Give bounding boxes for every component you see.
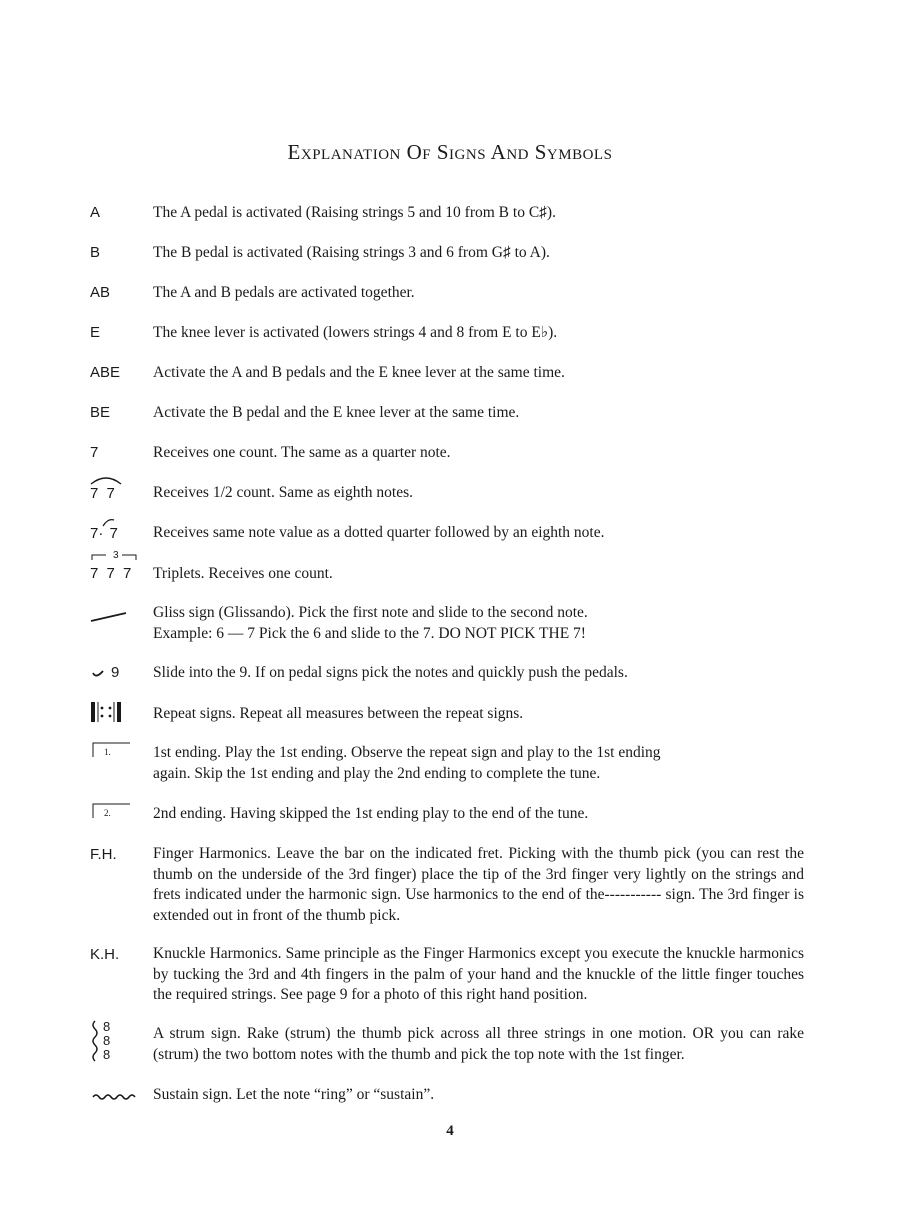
- strum-wavy-icon: [90, 1020, 100, 1064]
- desc-finger-harmonics: Finger Harmonics. Leave the bar on the indicated fret. Picking with the thumb pick (you can rest the thumb on the underside of the 3rd finger) place the tip of the 3rd finger very lightly on the strings and frets indicated under the harmonic sign. Use harmonics to the end of the----------- sign. The 3rd finger is extended out in front of the thumb pick.: [153, 845, 804, 924]
- desc-abe: Activate the A and B pedals and the E knee lever at the same time.: [153, 364, 565, 381]
- symbol-abe: ABE: [90, 364, 121, 381]
- desc-knuckle-harmonics: Knuckle Harmonics. Same principle as the Finger Harmonics except you execute the knuckle harmonics by tucking the 3rd and 4th fingers in the palm of your hand and the knuckle of the little finger touches the required strings. See page 9 for a photo of this right hand position.: [153, 945, 804, 1003]
- symbol-finger-harmonics: F.H.: [90, 846, 117, 863]
- gliss-line-icon: [90, 610, 130, 624]
- symbol-eighth-notes: 7 7: [90, 485, 115, 502]
- symbol-a-pedal: A: [90, 204, 101, 221]
- desc-ab-pedals: The A and B pedals are activated together.: [153, 284, 415, 301]
- desc-first-ending-cont: again. Skip the 1st ending and play the 2nd ending to complete the tune.: [153, 765, 601, 782]
- desc-a-pedal: The A pedal is activated (Raising strings 5 and 10 from B to C♯).: [153, 204, 556, 221]
- desc-dotted-quarter: Receives same note value as a dotted quarter followed by an eighth note.: [153, 524, 605, 541]
- desc-be: Activate the B pedal and the E knee lever at the same time.: [153, 404, 520, 421]
- desc-gliss-example: Example: 6 — 7 Pick the 6 and slide to the 7. DO NOT PICK THE 7!: [153, 625, 586, 642]
- page-title: Explanation Of Signs And Symbols: [287, 140, 613, 164]
- desc-first-ending: 1st ending. Play the 1st ending. Observe the repeat sign and play to the 1st ending: [153, 744, 661, 761]
- desc-repeat: Repeat signs. Repeat all measures between the repeat signs.: [153, 705, 524, 722]
- repeat-signs-icon: [90, 701, 124, 723]
- desc-slide-into: Slide into the 9. If on pedal signs pick the notes and quickly push the pedals.: [153, 664, 628, 681]
- desc-triplets: Triplets. Receives one count.: [153, 565, 333, 582]
- symbol-e-lever: E: [90, 324, 101, 341]
- desc-sustain: Sustain sign. Let the note “ring” or “sustain”.: [153, 1086, 435, 1103]
- symbol-knuckle-harmonics: K.H.: [90, 946, 120, 963]
- second-ending-bracket-icon: [92, 803, 132, 819]
- desc-strum: A strum sign. Rake (strum) the thumb pick across all three strings in one motion. OR you can rake (strum) the two bottom notes with the thumb and pick the top note with the 1st finger.: [153, 1025, 804, 1063]
- symbol-triplets: 7 7 7: [90, 565, 132, 582]
- sustain-wavy-icon: [92, 1092, 136, 1102]
- symbol-b-pedal: B: [90, 244, 101, 261]
- first-ending-bracket-icon: [92, 742, 132, 758]
- desc-b-pedal: The B pedal is activated (Raising strings 3 and 6 from G♯ to A).: [153, 244, 550, 261]
- second-ending-label: 2.: [104, 808, 111, 818]
- symbol-ab-pedals: AB: [90, 284, 111, 301]
- first-ending-label: 1.: [104, 747, 111, 757]
- symbol-be: BE: [90, 404, 111, 421]
- desc-gliss: Gliss sign (Glissando). Pick the first note and slide to the second note.: [153, 604, 588, 621]
- slide-into-icon: [92, 668, 106, 680]
- symbol-slide-into: 9: [111, 664, 120, 681]
- symbol-strum-notes: 8 8 8: [103, 1019, 111, 1062]
- desc-second-ending: 2nd ending. Having skipped the 1st ending play to the end of the tune.: [153, 805, 589, 822]
- symbol-quarter-note: 7: [90, 444, 99, 461]
- symbol-dotted-quarter: 7· 7: [90, 525, 118, 542]
- triplet-number: 3: [113, 550, 119, 561]
- desc-e-lever: The knee lever is activated (lowers strings 4 and 8 from E to E♭).: [153, 324, 558, 341]
- page-number: 4: [446, 1123, 454, 1139]
- desc-eighth-notes: Receives 1/2 count. Same as eighth notes.: [153, 484, 413, 501]
- desc-quarter-note: Receives one count. The same as a quarter note.: [153, 444, 451, 461]
